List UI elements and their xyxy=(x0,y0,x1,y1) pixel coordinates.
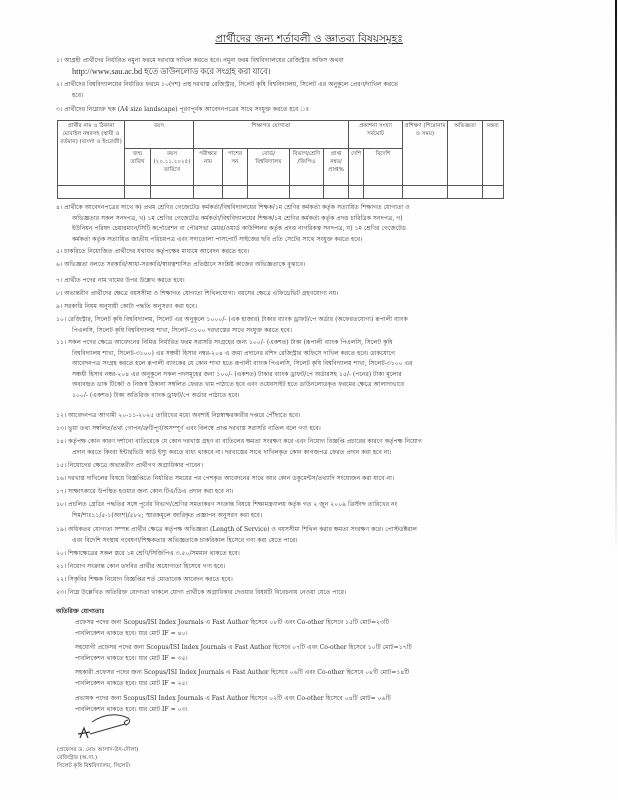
item-18 xyxy=(56,500,556,521)
extra-lecturer xyxy=(75,694,545,715)
extra-qualifications-heading: অতিরিক্ত যোগ্যতাঃ xyxy=(56,608,105,615)
extra-text: পাবলিকেশন থাকতে হবে। যার মোট IF = ০৩। xyxy=(75,705,188,713)
th-marks: প্রাপ্ত নম্বর/ প্রাপ্ত% xyxy=(324,149,349,186)
item-text: প্রার্থীদের বিশ্ববিদ্যালয়ের নির্ধারিত ফরমে ১০(দশ) প্রস্থ দরখাস্ত রেজিস্ট্রার, সিলেট কৃষি বিশ্ববিদ্যালয়, সিলেট এর অনুকূলে প্রেরণ/দাখিল করতে xyxy=(64,81,399,88)
extra-text: পাবলিকেশন থাকতে হবে। যার মোট IF = ৩৫। xyxy=(75,654,188,662)
item-number: ১০। xyxy=(56,316,67,323)
extra-text: পাবলিকেশন থাকতে হবে। যার মোট IF = ২৫। xyxy=(75,679,188,687)
item-number: ৩। xyxy=(56,106,63,113)
item-text: আবেদনপত্র সংগ্রহ করতে হলে রূপালী ব্যাংকের যে কোন শাখা হতে রূপালী ব্যাংক পিএলসি, সিলেট কৃষি বিশ্ববিদ্যালয় শাখা, সিলেট-৩১০০ এর xyxy=(72,360,413,367)
applicant-info-table xyxy=(57,120,504,199)
item-number: ১৭। xyxy=(56,488,67,495)
item-number: ১। xyxy=(56,57,63,64)
item-number: ১৮। xyxy=(56,501,67,508)
th-remarks: মন্তব্য xyxy=(483,121,504,186)
signatory-name: (প্রফেসর ড. মোঃ আসাদ-উদ-দৌলা) xyxy=(57,747,139,753)
item-12 xyxy=(56,411,556,422)
item-number: ১৬। xyxy=(56,475,67,482)
item-text: এবং বিদেশি সংস্থায় গবেষণা/শিক্ষকতার অভিজ্ঞতাকে চাকরিকাল হিসেবে গণ্য করা যেতে পারে। xyxy=(72,536,298,544)
item-number: ৪। xyxy=(56,204,63,211)
th-pub-foreign: বিদেশি xyxy=(364,149,403,186)
item-text: নিম্নে উল্লেখিত অতিরিক্ত যোগ্যতা থাকলে যোগ্য প্রার্থীকে অগ্রাধিকার দেওয়ার বিষয়টি বিবেচনায় নেওয়া যেতে পারে। xyxy=(68,589,347,596)
item-text-link: http://www.sau.ac.bd হতে ডাউনলোড করে সংগ্রহ করা যাবে। xyxy=(72,66,271,76)
item-number: ৮। xyxy=(56,290,63,297)
extra-assistant-professor xyxy=(75,668,545,689)
item-number: ২। xyxy=(56,81,63,88)
item-number: ৫। xyxy=(56,248,63,255)
item-text: ইউনিয়ন পরিষদ চেয়ারম্যান/সিটি কর্পোরেশন বা পৌরসভা মেয়র/ওয়ার্ড কাউন্সিলর কর্তৃক প্রদত্ত নাগরিকত্ব সনদপত্র, ঘ) ১ম শ্রেণির গেজেটেড xyxy=(72,225,407,232)
item-number: ২১। xyxy=(56,563,67,570)
th-exam: পরীক্ষার নাম xyxy=(194,149,223,186)
item-number: ৭। xyxy=(56,277,63,284)
item-text: অভিজ্ঞতার সকল সনদপত্র, খ) ১ম শ্রেণির গেজেটেড কর্মকর্তা/বিশ্ববিদ্যালয়ের শিক্ষক/১ম শ্রেণির কর্মকর্তা কর্তৃক প্রদত্ত চারিত্রিক সনদপত্র, গ) xyxy=(72,214,403,222)
item-4 xyxy=(56,203,556,245)
th-publications: প্রকাশনা সংখ্যা সর্বমোট xyxy=(349,121,403,149)
item-3 xyxy=(56,105,556,116)
item-text: ১০০/- (একশত) টাকা অতিরিক্ত ব্যাংক ড্রাফট/পে অর্ডার পাঠাতে হবে। xyxy=(72,391,240,399)
scan-edge xyxy=(615,0,617,800)
item-number: ৯। xyxy=(56,303,63,310)
signature-block xyxy=(57,747,138,770)
item-20 xyxy=(56,549,556,560)
th-age-asof: বয়স (২০.১১.২০২৫) তারিখে xyxy=(151,149,194,186)
signature-mark xyxy=(70,708,140,748)
item-text: আগ্রহী প্রার্থীদের নির্ধারিত নমুনা ফরমে দরখাস্ত দাখিল করতে হবে। নমুনা ফরম বিশ্ববিদ্যালয়ের রেজিস্ট্রার অফিস অথবা xyxy=(64,57,344,64)
th-year: পাশের সন xyxy=(223,149,248,186)
item-11 xyxy=(56,338,556,401)
item-10 xyxy=(56,315,556,336)
item-number: ১৪। xyxy=(56,438,67,445)
item-9 xyxy=(56,302,556,313)
item-number: ২২। xyxy=(56,576,67,583)
item-text: চাকরিতে নিয়োজিত প্রার্থীদের যথাযথ কর্তৃপক্ষের মাধ্যমে আবেদন করতে হবে। xyxy=(64,248,250,255)
item-23 xyxy=(56,588,556,599)
page-title: প্রার্থীদের জন্য শর্তাবলী ও জ্ঞাতব্য বিষয়সমূহঃ xyxy=(215,33,403,45)
item-text: দরখাস্ত দাখিলের বিষয়ে বিজ্ঞপ্তিতে নির্ধারিত সময়ের পর পেশকৃত আবেদনের সাথে আর কোন ডকুমেন্টস/তথ্যাদি সংযোজন করা যাবে না। xyxy=(68,475,395,482)
item-text: নিয়োগের ক্ষেত্রে অভ্যন্তরীণ প্রার্থীগণ অগ্রাধিকার পাবেন। xyxy=(68,462,203,469)
item-text: হবে। xyxy=(72,91,84,99)
item-number: ২৩। xyxy=(56,589,67,596)
item-text: পিএলসি, সিলেট কৃষি বিশ্ববিদ্যালয় শাখা, সিলেট-৩১০০ দরখাস্তের সাথে সংযুক্ত করতে হবে। xyxy=(72,326,292,334)
item-text: বিশ্ববিদ্যালয় শাখা, সিলেট-৩১০০) এর সঞ্চয়ী হিসাব নম্বর-২০৪ এ জমা প্রদানের রশিদ রেজিস্ট্রার অফিসে দাখিল করতে হবে। ডাকযোগে xyxy=(72,349,395,357)
item-text: শিক্ষাক্ষেত্রের সকল স্তরে ১ম শ্রেণি/সিজিপিএ ৩.৫০/সমমান থাকতে হবে। xyxy=(68,550,240,557)
item-text: সঞ্চয়ী হিসাব নম্বর-২০৪ এর অনুকূলে সকল পদসমূহের জন্য ১০০/- (একশত) টাকার ব্যাংক ড্রাফট/পে অর্ডারসহ ১৫/- (পনের) টাকা মূল্যের xyxy=(72,370,402,378)
item-number: ৬। xyxy=(56,261,63,268)
th-dob: জন্ম তারিখ xyxy=(125,149,151,186)
extra-text: সহযোগী প্রফেসর পদের জন্য Scopus/ISI Index Journals এ Fast Author হিসেবে ০৭টি এবং Co-other হিসেবে ১০টি মোট=১৭টি xyxy=(75,644,412,651)
item-8 xyxy=(56,289,556,300)
item-text: সরকারি নিয়ম অনুযায়ী কোটা পদ্ধতি অনুসরণ করা হবে। xyxy=(64,303,198,310)
th-education: শিক্ষাগত যোগ্যতা xyxy=(194,121,349,149)
item-number: ১২। xyxy=(56,412,67,419)
item-text: নিয়োগ সংক্রান্ত কোন তদবির প্রার্থীর অযোগ্যতা হিসেবে গণ্য হবে। xyxy=(68,563,226,570)
item-text: সাক্ষাৎকারে উপস্থিত হওয়ার জন্য কোন টিএ/ডিএ প্রদান করা হবে না। xyxy=(68,488,234,495)
item-13 xyxy=(56,424,556,435)
th-training: প্রশিক্ষণ (শিরোনাম ও সময়) xyxy=(403,121,448,186)
th-board: বোর্ড/ বিশ্ববিদ্যালয় xyxy=(248,149,290,186)
item-text: অধিকতর যোগ্যতা সম্পন্ন প্রার্থীর ক্ষেত্রে কর্তৃপক্ষ অভিজ্ঞতা (Length of Service) ও বয়সসীমা শিথিল করার ক্ষমতা সংরক্ষণ করে। পোস্টডক্টরাল xyxy=(68,526,417,533)
item-22 xyxy=(56,575,556,586)
item-text: রেজিস্ট্রার, সিলেট কৃষি বিশ্ববিদ্যালয়, সিলেট এর অনুকূলে ১০০০/- (এক হাজার) টাকার ব্যাংক ড্রাফট/পে অর্ডার (অফেরতযোগ্য) রূপালী ব্যাংক xyxy=(68,316,408,323)
item-text: সিকৃবির শিক্ষক নিয়োগ বিজ্ঞপ্তির শর্ত মোতাবেক আবেদন করতে হবে। xyxy=(68,576,233,583)
item-number: ২০। xyxy=(56,550,67,557)
item-19 xyxy=(56,525,556,546)
extra-text: প্রভাষক পদের জন্য Scopus/ISI Index Journals এ Fast Author হিসেবে ০২টি এবং Co-other হিসেবে ০৪টি মোট= ০৬টি xyxy=(75,695,391,702)
item-5 xyxy=(56,247,556,258)
item-text: প্রার্থীকে আবেদনপত্রের সাথে ক) প্রথম শ্রেণির গেজেটেড কর্মকর্তা/বিশ্ববিদ্যালয়ের শিক্ষক/১ম শ্রেণির কর্মকর্তা কর্তৃক সত্যায়িত শিক্ষাগত যোগ্যতা ও xyxy=(64,204,410,211)
item-text: প্রার্থীদের নিম্নোক্ত ছক (A4 size landscape) পূরণপূর্বক আবেদনপত্রের সাথে সংযুক্ত করতে হবে ঃ xyxy=(64,106,310,113)
item-7 xyxy=(56,276,556,287)
th-experience: অভিজ্ঞতা xyxy=(448,121,483,186)
item-number: ১১। xyxy=(56,339,67,346)
item-text: অভ্যন্তরীণ প্রার্থীদের ক্ষেত্রে বয়সসীমা ও শিক্ষাগত যোগ্যতা শিথিলযোগ্য। বয়সের ক্ষেত্রে এফিডেভিট গ্রহণযোগ্য নয়। xyxy=(64,290,339,297)
item-17 xyxy=(56,487,556,498)
item-text: ভুয়া তথ্য সম্বলিত/তথ্য গোপন/ত্রুটিপূর্ণ/অসম্পূর্ণ এবং বিলম্বে প্রাপ্ত দরখাস্ত সরাসরি বাতিল বলে গণ্য হবে। xyxy=(68,425,321,432)
extra-text: সহকারী প্রফেসর পদের জন্য Scopus/ISI Index Journals এ Fast Author হিসেবে ০৬টি এবং Co-other হিসেবে ০৮টি মোট=১৪টি xyxy=(75,669,410,676)
item-text: শিম/শাঃ১১/৫-১(অংশ)/৫৮২; স্মারকমূলে জারিকৃত প্রজ্ঞাপন অনুসরণ করা হবে। xyxy=(72,511,263,519)
item-number: ১৫। xyxy=(56,462,67,469)
item-text: অব্যবহৃত ডাক টিকেট ও নিজস্ব ঠিকানা সম্বলিত ফেরত খাম পাঠাতে হবে এবং ওয়েবসাইট হতে ডাউনলোডকৃত ফরমের ক্ষেত্রে আলাদাভাবে xyxy=(72,381,405,388)
item-2 xyxy=(56,80,556,101)
item-number: ১৩। xyxy=(56,425,67,432)
item-21 xyxy=(56,562,556,573)
item-text: অভিজ্ঞতা বলতে সরকারি/আধা-সরকারি/স্বায়ত্বশাসিত প্রতিষ্ঠানে সংশ্লিষ্ট কাজের অভিজ্ঞতাকে বুঝাবে। xyxy=(64,261,306,268)
item-text: প্রচলিত গ্রেডিং পদ্ধতির সঙ্গে পূর্বের বিভাগ/শ্রেণির সমতাকরণ সংক্রান্ত বিষয়ে শিক্ষামন্ত্রণালয় কর্তৃক গত ২ জুন ২০০৯ খ্রিস্টাব্দ তারিখের নং xyxy=(68,501,398,508)
item-1 xyxy=(56,56,556,77)
item-14 xyxy=(56,437,556,458)
item-text: প্রার্থীত পদের নাম খামের উপর উল্লেখ করতে হবে। xyxy=(64,277,185,284)
item-text: কর্মকর্তা কর্তৃক সত্যায়িত জাতীয় পরিচয়পত্র এবং সদ্যতোলা পাসপোর্ট সাইজের ছবি প্রতি সেটের সাথে সংযুক্ত করতে হবে। xyxy=(72,235,363,243)
th-age: বয়স xyxy=(125,121,194,149)
th-pub-local: দেশি xyxy=(349,149,364,186)
item-number: ১৯। xyxy=(56,526,67,533)
th-name: প্রার্থীর নাম ও ঠিকানা মোবাইল নম্বরসহ (স্থায়ী ও বর্তমান) (বাংলা ও ইংরেজী) xyxy=(58,121,125,186)
extra-text: পাবলিকেশন থাকতে হবে। যার মোট IF = ৪০। xyxy=(75,629,188,637)
item-text: কর্তৃপক্ষ কোন কারণ দর্শানো ব্যতিরেকে যে কোন দরখাস্ত গ্রহণ বা বাতিলের ক্ষমতা সংরক্ষণ করে এবং নিয়োগ বিজ্ঞপ্তি প্রচারের কারণে কর্তৃপক্ষ নিয়োগ xyxy=(68,438,422,445)
extra-associate-professor xyxy=(75,643,545,664)
signatory-title: রেজিস্ট্রার (অ.দা.) xyxy=(57,754,97,761)
table-blank-row xyxy=(58,186,504,199)
item-15 xyxy=(56,461,556,472)
item-text: সকল পদের ক্ষেত্রে আবেদনের নিমিত্ত নির্ধারিত ফরম সরাসরি সংগ্রহের জন্য ১০০/- (একশত) টাকা (রূপালী ব্যাংক পিএলসি, সিলেট কৃষি xyxy=(68,339,393,346)
signatory-office: সিলেট কৃষি বিশ্ববিদ্যালয়, সিলেট। xyxy=(57,762,131,769)
item-16 xyxy=(56,474,556,485)
extra-professor xyxy=(75,618,545,639)
extra-text: প্রফেসর পদের জন্য Scopus/ISI Index Journals এ Fast Author হিসেবে ০৮টি এবং Co-other হিসেবে ১৫টি মোট=২৩টি xyxy=(75,619,390,626)
item-6 xyxy=(56,260,556,271)
item-text: প্রদান করতে কিংবা ইন্টারভিউ কার্ড ইস্যু করতে বাধ্য থাকবে না। দরখাস্তের সাথে দাখিলকৃত কোন কাগজপত্র ফেরত প্রদান করা হবে না। xyxy=(72,448,392,456)
item-text: আবেদনপত্র আগামী ২০-১১-২০২৫ তারিখের মধ্যে অবশ্যই নিম্নস্বাক্ষরকারীর দপ্তরে পৌঁছাতে হবে। xyxy=(68,412,301,419)
th-division: বিভাগ/শ্রেণি /জিপিএ xyxy=(290,149,324,186)
